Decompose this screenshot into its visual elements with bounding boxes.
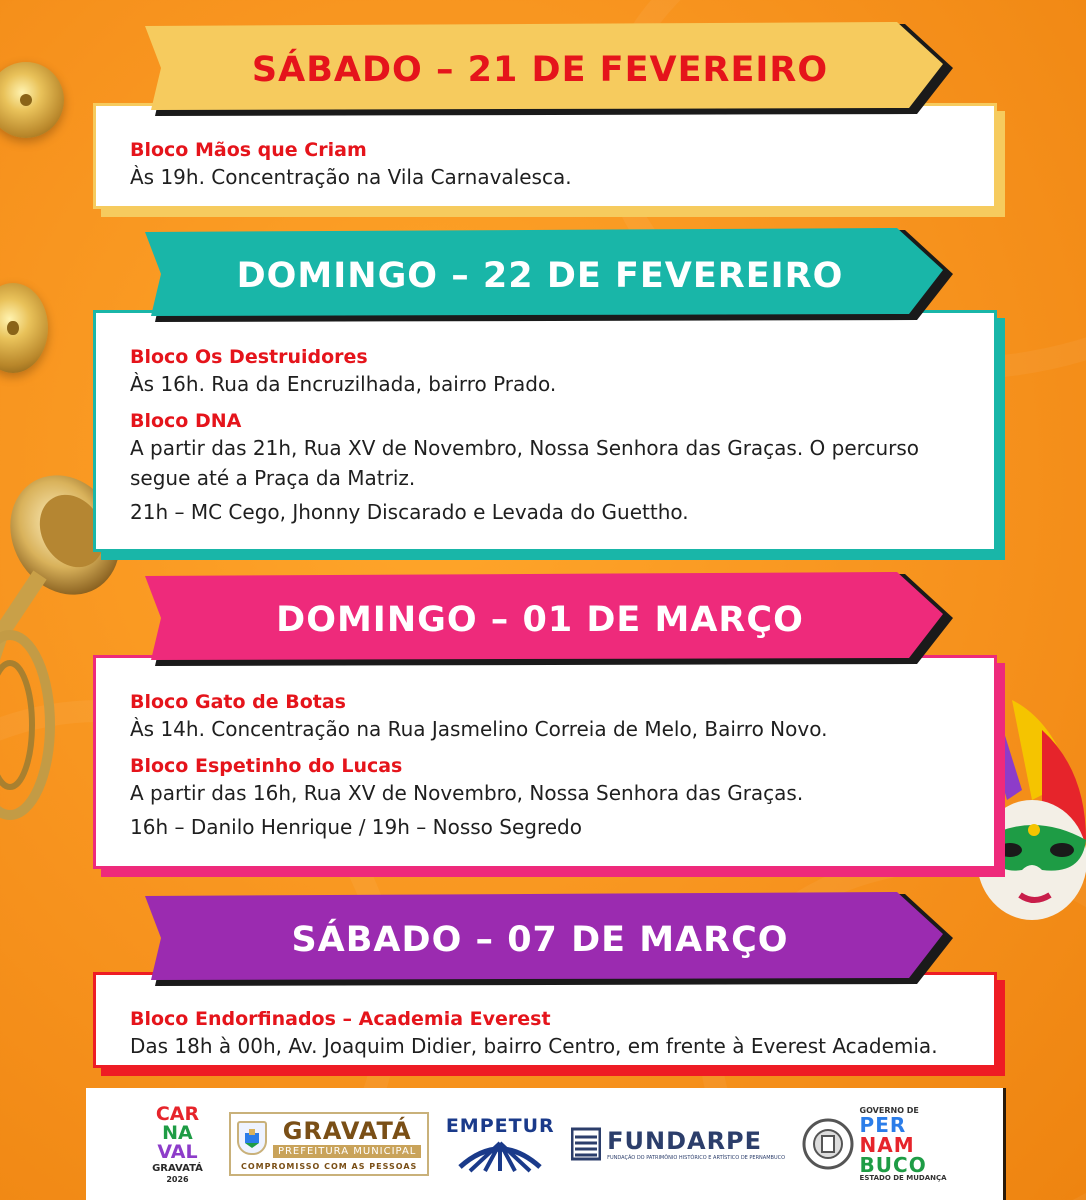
- day-card: [93, 655, 997, 869]
- day-banner: [145, 572, 955, 668]
- fundarpe-logo: [571, 1127, 785, 1161]
- carnaval-logo-line: [155, 1102, 200, 1125]
- empetur-logo: [446, 1115, 555, 1173]
- day-banner: [145, 892, 955, 988]
- carnaval-logo-text: NA: [162, 1121, 193, 1144]
- event-item: [130, 138, 960, 192]
- gold-sequin-icon: [0, 283, 48, 373]
- pe-logo-nam: NAM: [859, 1132, 915, 1157]
- event-description: A partir das 16h, Rua XV de Novembro, Nossa Senhora das Graças.: [130, 781, 804, 805]
- governo-pernambuco-logo: [802, 1107, 947, 1182]
- carnaval-gravata-logo: [142, 1102, 212, 1184]
- gravata-logo-sub: PREFEITURA MUNICIPAL: [273, 1145, 421, 1158]
- event-item: [130, 690, 960, 744]
- event-item: [130, 345, 960, 399]
- carnaval-logo-year: 2026: [166, 1174, 189, 1184]
- day-title: SÁBADO – 21 DE FEVEREIRO: [251, 50, 829, 90]
- state-seal-icon: [802, 1116, 854, 1172]
- day-banner: [145, 22, 955, 118]
- event-name: Bloco DNA: [130, 410, 242, 432]
- event-description: Às 19h. Concentração na Vila Carnavalesca.: [130, 165, 572, 189]
- gravata-logo-motto: COMPROMISSO COM AS PESSOAS: [240, 1162, 418, 1171]
- carnaval-logo-text: CAR: [155, 1102, 200, 1125]
- event-item: [130, 409, 960, 527]
- event-name: Bloco Gato de Botas: [130, 691, 346, 713]
- gravata-logo-name: GRAVATÁ: [282, 1117, 412, 1145]
- sponsor-logo-bar: [86, 1088, 1006, 1200]
- event-item: [130, 754, 960, 842]
- fundarpe-logo-sub: FUNDAÇÃO DO PATRIMÔNIO HISTÓRICO E ARTÍSTICO DE PERNAMBUCO: [607, 1155, 786, 1161]
- carnaval-logo-city: GRAVATÁ: [152, 1162, 203, 1174]
- day-banner: [145, 228, 955, 324]
- event-description: Às 14h. Concentração na Rua Jasmelino Correia de Melo, Bairro Novo.: [130, 717, 828, 741]
- event-description: Das 18h à 00h, Av. Joaquim Didier, bairro Centro, em frente à Everest Academia.: [130, 1034, 938, 1058]
- day-card: [93, 310, 997, 552]
- pe-logo-gov: GOVERNO DE: [859, 1105, 919, 1115]
- city-crest-icon: [237, 1121, 267, 1155]
- gold-sequin-icon: [0, 62, 64, 138]
- day-title: DOMINGO – 22 DE FEVEREIRO: [236, 256, 844, 296]
- day-title: DOMINGO – 01 DE MARÇO: [276, 600, 804, 640]
- pe-logo-buco: BUCO: [859, 1152, 927, 1177]
- event-lineup: 16h – Danilo Henrique / 19h – Nosso Segredo: [130, 815, 582, 839]
- event-name: Bloco Espetinho do Lucas: [130, 755, 403, 777]
- building-icon: [571, 1127, 601, 1161]
- event-name: Bloco Endorfinados – Academia Everest: [130, 1008, 551, 1030]
- event-name: Bloco Os Destruidores: [130, 346, 368, 368]
- day-title: SÁBADO – 07 DE MARÇO: [291, 920, 789, 960]
- event-description: Às 16h. Rua da Encruzilhada, bairro Prado.: [130, 372, 557, 396]
- pe-logo-estado: ESTADO DE MUDANÇA: [859, 1173, 947, 1182]
- fundarpe-logo-name: FUNDARPE: [607, 1127, 763, 1155]
- event-description: A partir das 21h, Rua XV de Novembro, Nossa Senhora das Graças. O percurso segue até a Praça da Matriz.: [130, 436, 919, 490]
- event-name: Bloco Mãos que Criam: [130, 139, 367, 161]
- prefeitura-gravata-logo: [229, 1112, 429, 1176]
- event-lineup: 21h – MC Cego, Jhonny Discarado e Levada do Guettho.: [130, 500, 689, 524]
- umbrella-icon: [455, 1137, 545, 1173]
- pe-logo-per: PER: [859, 1112, 907, 1137]
- event-item: [130, 1007, 960, 1061]
- empetur-logo-name: EMPETUR: [445, 1115, 555, 1137]
- day-card: [93, 103, 997, 209]
- carnaval-logo-text: VAL: [157, 1140, 198, 1163]
